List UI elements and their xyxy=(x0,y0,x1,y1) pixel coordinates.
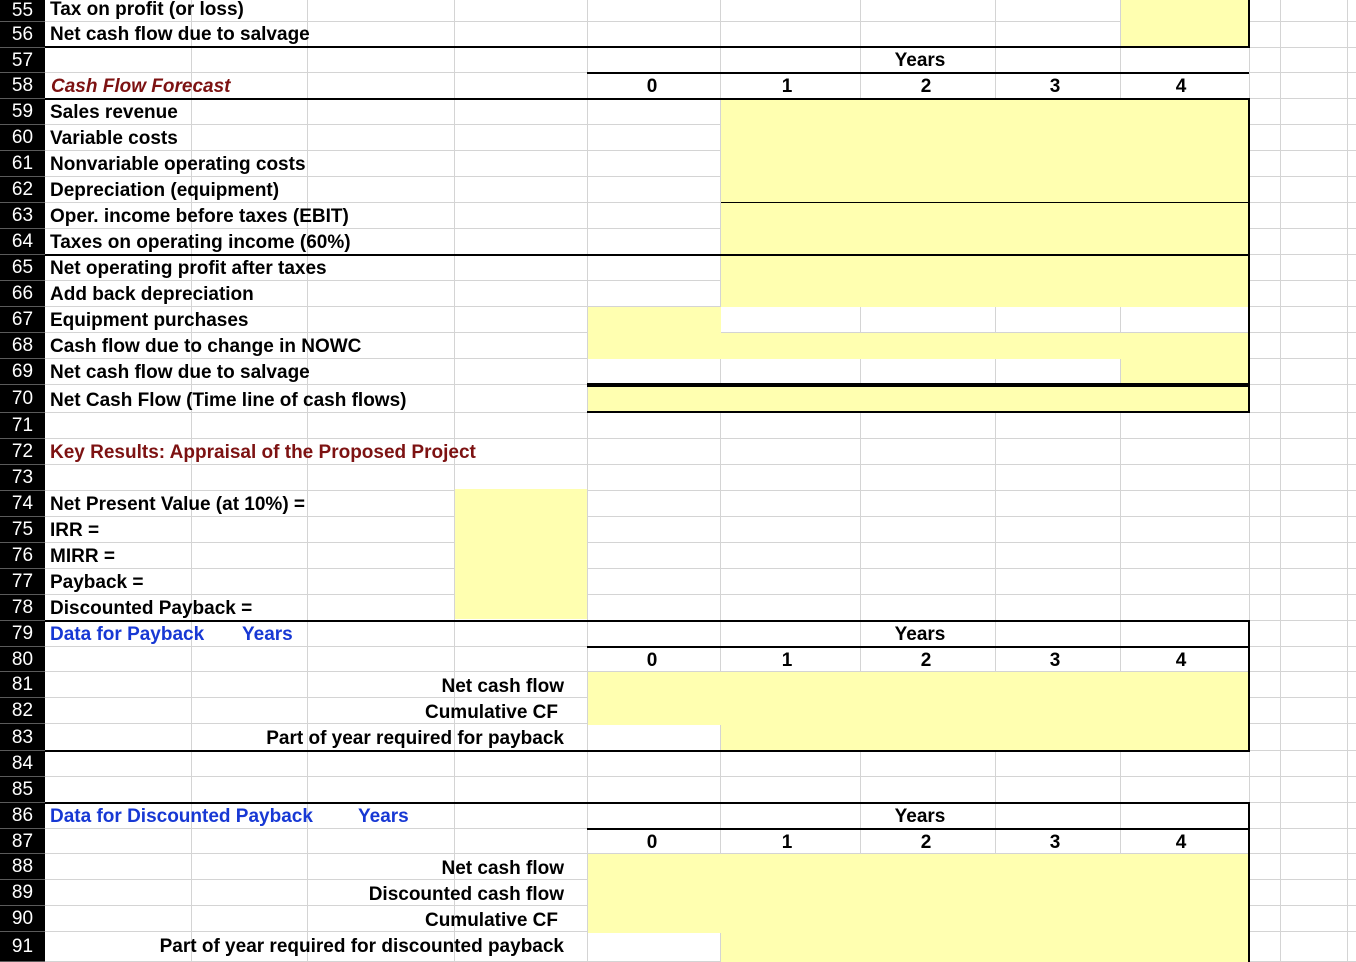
forecast-row-salvage: Net cash flow due to salvage xyxy=(50,362,310,383)
disc-payback-year-2: 2 xyxy=(920,832,932,853)
gridline-col-j xyxy=(1280,0,1281,962)
row-header[interactable]: 57 xyxy=(0,48,45,73)
payback-year-0: 0 xyxy=(646,650,658,671)
forecast-row-net-cash-flow: Net Cash Flow (Time line of cash flows) xyxy=(50,390,407,411)
row-header[interactable]: 86 xyxy=(0,803,45,829)
border-line xyxy=(1248,0,1250,48)
payback-years-label: Years xyxy=(894,624,946,645)
payback-year-2: 2 xyxy=(920,650,932,671)
row-header[interactable]: 70 xyxy=(0,385,45,413)
row-header[interactable]: 64 xyxy=(0,229,45,255)
gridline-col-c xyxy=(454,0,455,962)
row-header[interactable]: 55 xyxy=(0,0,45,22)
row-header[interactable]: 90 xyxy=(0,906,45,932)
row-header[interactable]: 61 xyxy=(0,151,45,177)
payback-year-1: 1 xyxy=(781,650,793,671)
key-result-payback: Payback = xyxy=(50,572,144,593)
row-header[interactable]: 79 xyxy=(0,621,45,647)
payback-row-part-of-year: Part of year required for payback xyxy=(266,728,564,749)
row-gridline xyxy=(45,438,1356,439)
disc-payback-row-net-cash-flow: Net cash flow xyxy=(441,858,564,879)
row-header[interactable]: 56 xyxy=(0,22,45,48)
key-results-title: Key Results: Appraisal of the Proposed Project xyxy=(50,442,476,463)
row-header[interactable]: 87 xyxy=(0,829,45,854)
input-salvage-tax-cell[interactable] xyxy=(1121,0,1249,47)
forecast-year-3: 3 xyxy=(1049,76,1061,97)
forecast-row-nopat: Net operating profit after taxes xyxy=(50,258,327,279)
gridline-col-k xyxy=(1347,0,1348,962)
input-salvage-yr4[interactable] xyxy=(1121,359,1249,385)
input-payback-block[interactable] xyxy=(588,672,1249,725)
row-header[interactable]: 73 xyxy=(0,465,45,491)
input-equipment-yr0[interactable] xyxy=(588,307,721,333)
forecast-row-nowc: Cash flow due to change in NOWC xyxy=(50,336,362,357)
forecast-years-label: Years xyxy=(894,50,946,71)
border-line xyxy=(721,202,1249,203)
row-gridline xyxy=(45,568,1356,569)
row-header[interactable]: 89 xyxy=(0,880,45,906)
disc-payback-year-1: 1 xyxy=(781,832,793,853)
label-tax-on-profit: Tax on profit (or loss) xyxy=(50,0,244,20)
row-header[interactable]: 74 xyxy=(0,491,45,517)
key-result-discounted-payback: Discounted Payback = xyxy=(50,598,253,619)
disc-payback-year-0: 0 xyxy=(646,832,658,853)
row-gridline xyxy=(45,542,1356,543)
payback-years-word: Years xyxy=(242,624,293,645)
forecast-row-nonvariable-costs: Nonvariable operating costs xyxy=(50,154,306,175)
input-disc-payback-part-year[interactable] xyxy=(721,933,1249,962)
forecast-row-add-back-depreciation: Add back depreciation xyxy=(50,284,254,305)
row-header[interactable]: 83 xyxy=(0,724,45,751)
input-key-results[interactable] xyxy=(455,489,587,619)
forecast-title: Cash Flow Forecast xyxy=(51,76,231,97)
border-line xyxy=(587,383,1249,387)
input-net-cash-flow-row[interactable] xyxy=(588,387,1249,412)
gridline-col-d xyxy=(587,0,588,962)
row-header[interactable]: 60 xyxy=(0,125,45,151)
row-header[interactable]: 91 xyxy=(0,932,45,962)
disc-payback-year-3: 3 xyxy=(1049,832,1061,853)
input-disc-payback-block[interactable] xyxy=(588,854,1249,933)
border-line xyxy=(45,802,1249,804)
row-header[interactable]: 81 xyxy=(0,672,45,698)
row-header[interactable]: 72 xyxy=(0,439,45,465)
row-header[interactable]: 68 xyxy=(0,333,45,359)
row-header[interactable]: 75 xyxy=(0,517,45,543)
row-header[interactable]: 65 xyxy=(0,255,45,281)
row-header[interactable]: 88 xyxy=(0,854,45,880)
forecast-year-1: 1 xyxy=(781,76,793,97)
key-result-irr: IRR = xyxy=(50,520,100,541)
row-header[interactable]: 78 xyxy=(0,595,45,621)
row-header[interactable]: 59 xyxy=(0,99,45,125)
forecast-year-2: 2 xyxy=(920,76,932,97)
row-gridline xyxy=(45,490,1356,491)
row-header[interactable]: 66 xyxy=(0,281,45,307)
payback-title: Data for Payback xyxy=(50,624,205,645)
label-net-cash-flow-salvage-top: Net cash flow due to salvage xyxy=(50,24,310,45)
key-result-mirr: MIRR = xyxy=(50,546,115,567)
key-result-npv: Net Present Value (at 10%) = xyxy=(50,494,306,515)
payback-row-cumulative-cf: Cumulative CF xyxy=(424,702,558,723)
border-line xyxy=(1248,620,1250,752)
input-nowc-row[interactable] xyxy=(588,333,1249,359)
row-header[interactable]: 80 xyxy=(0,647,45,672)
forecast-year-0: 0 xyxy=(646,76,658,97)
disc-payback-year-4: 4 xyxy=(1175,832,1187,853)
forecast-row-depreciation: Depreciation (equipment) xyxy=(50,180,280,201)
input-forecast-block[interactable] xyxy=(721,99,1249,307)
disc-payback-row-discounted-cf: Discounted cash flow xyxy=(368,884,564,905)
row-header[interactable]: 62 xyxy=(0,177,45,203)
forecast-row-equipment-purchases: Equipment purchases xyxy=(50,310,249,331)
forecast-row-variable-costs: Variable costs xyxy=(50,128,178,149)
payback-year-3: 3 xyxy=(1049,650,1061,671)
forecast-row-taxes: Taxes on operating income (60%) xyxy=(50,232,351,253)
disc-payback-years-word: Years xyxy=(358,806,409,827)
border-line xyxy=(587,411,1249,413)
input-payback-part-year[interactable] xyxy=(721,725,1249,751)
payback-row-net-cash-flow: Net cash flow xyxy=(441,676,564,697)
row-header[interactable]: 82 xyxy=(0,698,45,724)
disc-payback-title: Data for Discounted Payback xyxy=(50,806,313,827)
border-line xyxy=(1248,802,1250,962)
row-header[interactable]: 77 xyxy=(0,569,45,595)
payback-year-4: 4 xyxy=(1175,650,1187,671)
row-header[interactable]: 76 xyxy=(0,543,45,569)
disc-payback-row-cumulative-cf: Cumulative CF xyxy=(424,910,558,931)
row-header[interactable]: 58 xyxy=(0,73,45,99)
row-header[interactable]: 84 xyxy=(0,751,45,777)
row-header[interactable]: 63 xyxy=(0,203,45,229)
row-gridline xyxy=(45,776,1356,777)
row-header[interactable]: 85 xyxy=(0,777,45,803)
disc-payback-years-label: Years xyxy=(894,806,946,827)
row-header[interactable]: 71 xyxy=(0,413,45,439)
forecast-year-4: 4 xyxy=(1175,76,1187,97)
row-header[interactable]: 69 xyxy=(0,359,45,385)
disc-payback-row-part-of-year: Part of year required for discounted payback xyxy=(159,936,564,957)
border-line xyxy=(45,750,1249,752)
forecast-row-ebit: Oper. income before taxes (EBIT) xyxy=(50,206,349,227)
forecast-row-sales-revenue: Sales revenue xyxy=(50,102,178,123)
row-header[interactable]: 67 xyxy=(0,307,45,333)
border-line xyxy=(1248,98,1250,413)
row-gridline xyxy=(45,594,1356,595)
